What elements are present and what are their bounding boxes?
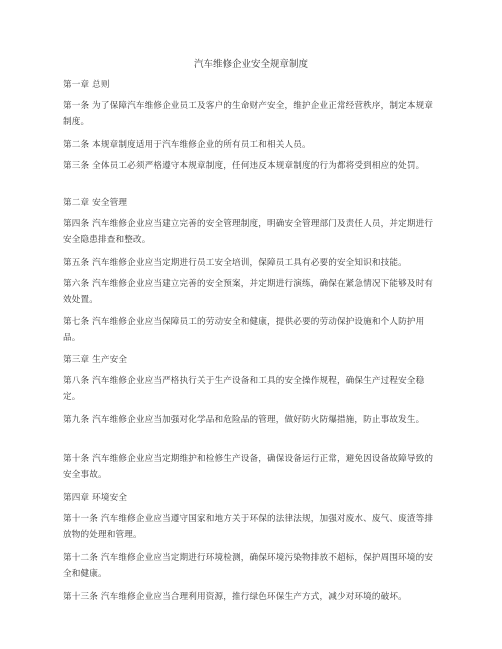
chapter-4-heading: 第四章 环境安全 <box>63 493 128 503</box>
article-12: 第十二条 汽车维修企业应当定期进行环境检测，确保环境污染物排放不超标，保护周围环境的安全和健康。 <box>63 553 434 579</box>
chapter-3-heading: 第三章 生产安全 <box>63 355 128 365</box>
article-3: 第三条 全体员工必须严格遵守本规章制度，任何违反本规章制度的行为都将受到相应的处罚。 <box>63 161 425 171</box>
article-6: 第六条 汽车维修企业应当建立完善的安全预案，并定期进行演练，确保在紧急情况下能够及时有效处置。 <box>63 279 434 305</box>
article-1: 第一条 为了保障汽车维修企业员工及客户的生命财产安全，维护企业正常经营秩序，制定本规章制度。 <box>63 101 434 127</box>
article-4: 第四条 汽车维修企业应当建立完善的安全管理制度，明确安全管理部门及责任人员，并定期进行安全隐患排查和整改。 <box>63 219 434 245</box>
article-8: 第八条 汽车维修企业应当严格执行关于生产设备和工具的安全操作规程，确保生产过程安全稳定。 <box>63 376 425 402</box>
article-11: 第十一条 汽车维修企业应当遵守国家和地方关于环保的法律法规，加强对废水、废气、废渣等排放物的处理和管理。 <box>63 514 434 540</box>
chapter-2-heading: 第二章 安全管理 <box>63 198 128 208</box>
document-title: 汽车维修企业安全规章制度 <box>193 59 308 70</box>
article-2: 第二条 本规章制度适用于汽车维修企业的所有员工和相关人员。 <box>63 140 311 150</box>
article-13: 第十三条 汽车维修企业应当合理利用资源，推行绿色环保生产方式，减少对环境的破坏。 <box>63 592 407 602</box>
article-7: 第七条 汽车维修企业应当保障员工的劳动安全和健康，提供必要的劳动保护设施和个人防护用品。 <box>63 317 425 343</box>
article-10: 第十条 汽车维修企业应当定期维护和检修生产设备，确保设备运行正常，避免因设备故障导致的安全事故。 <box>63 454 434 480</box>
chapter-1-heading: 第一章 总则 <box>63 80 110 90</box>
article-5: 第五条 汽车维修企业应当定期进行员工安全培训，保障员工具有必要的安全知识和技能。 <box>63 258 407 268</box>
article-9: 第九条 汽车维修企业应当加强对化学品和危险品的管理，做好防火防爆措施，防止事故发生。 <box>63 415 425 425</box>
